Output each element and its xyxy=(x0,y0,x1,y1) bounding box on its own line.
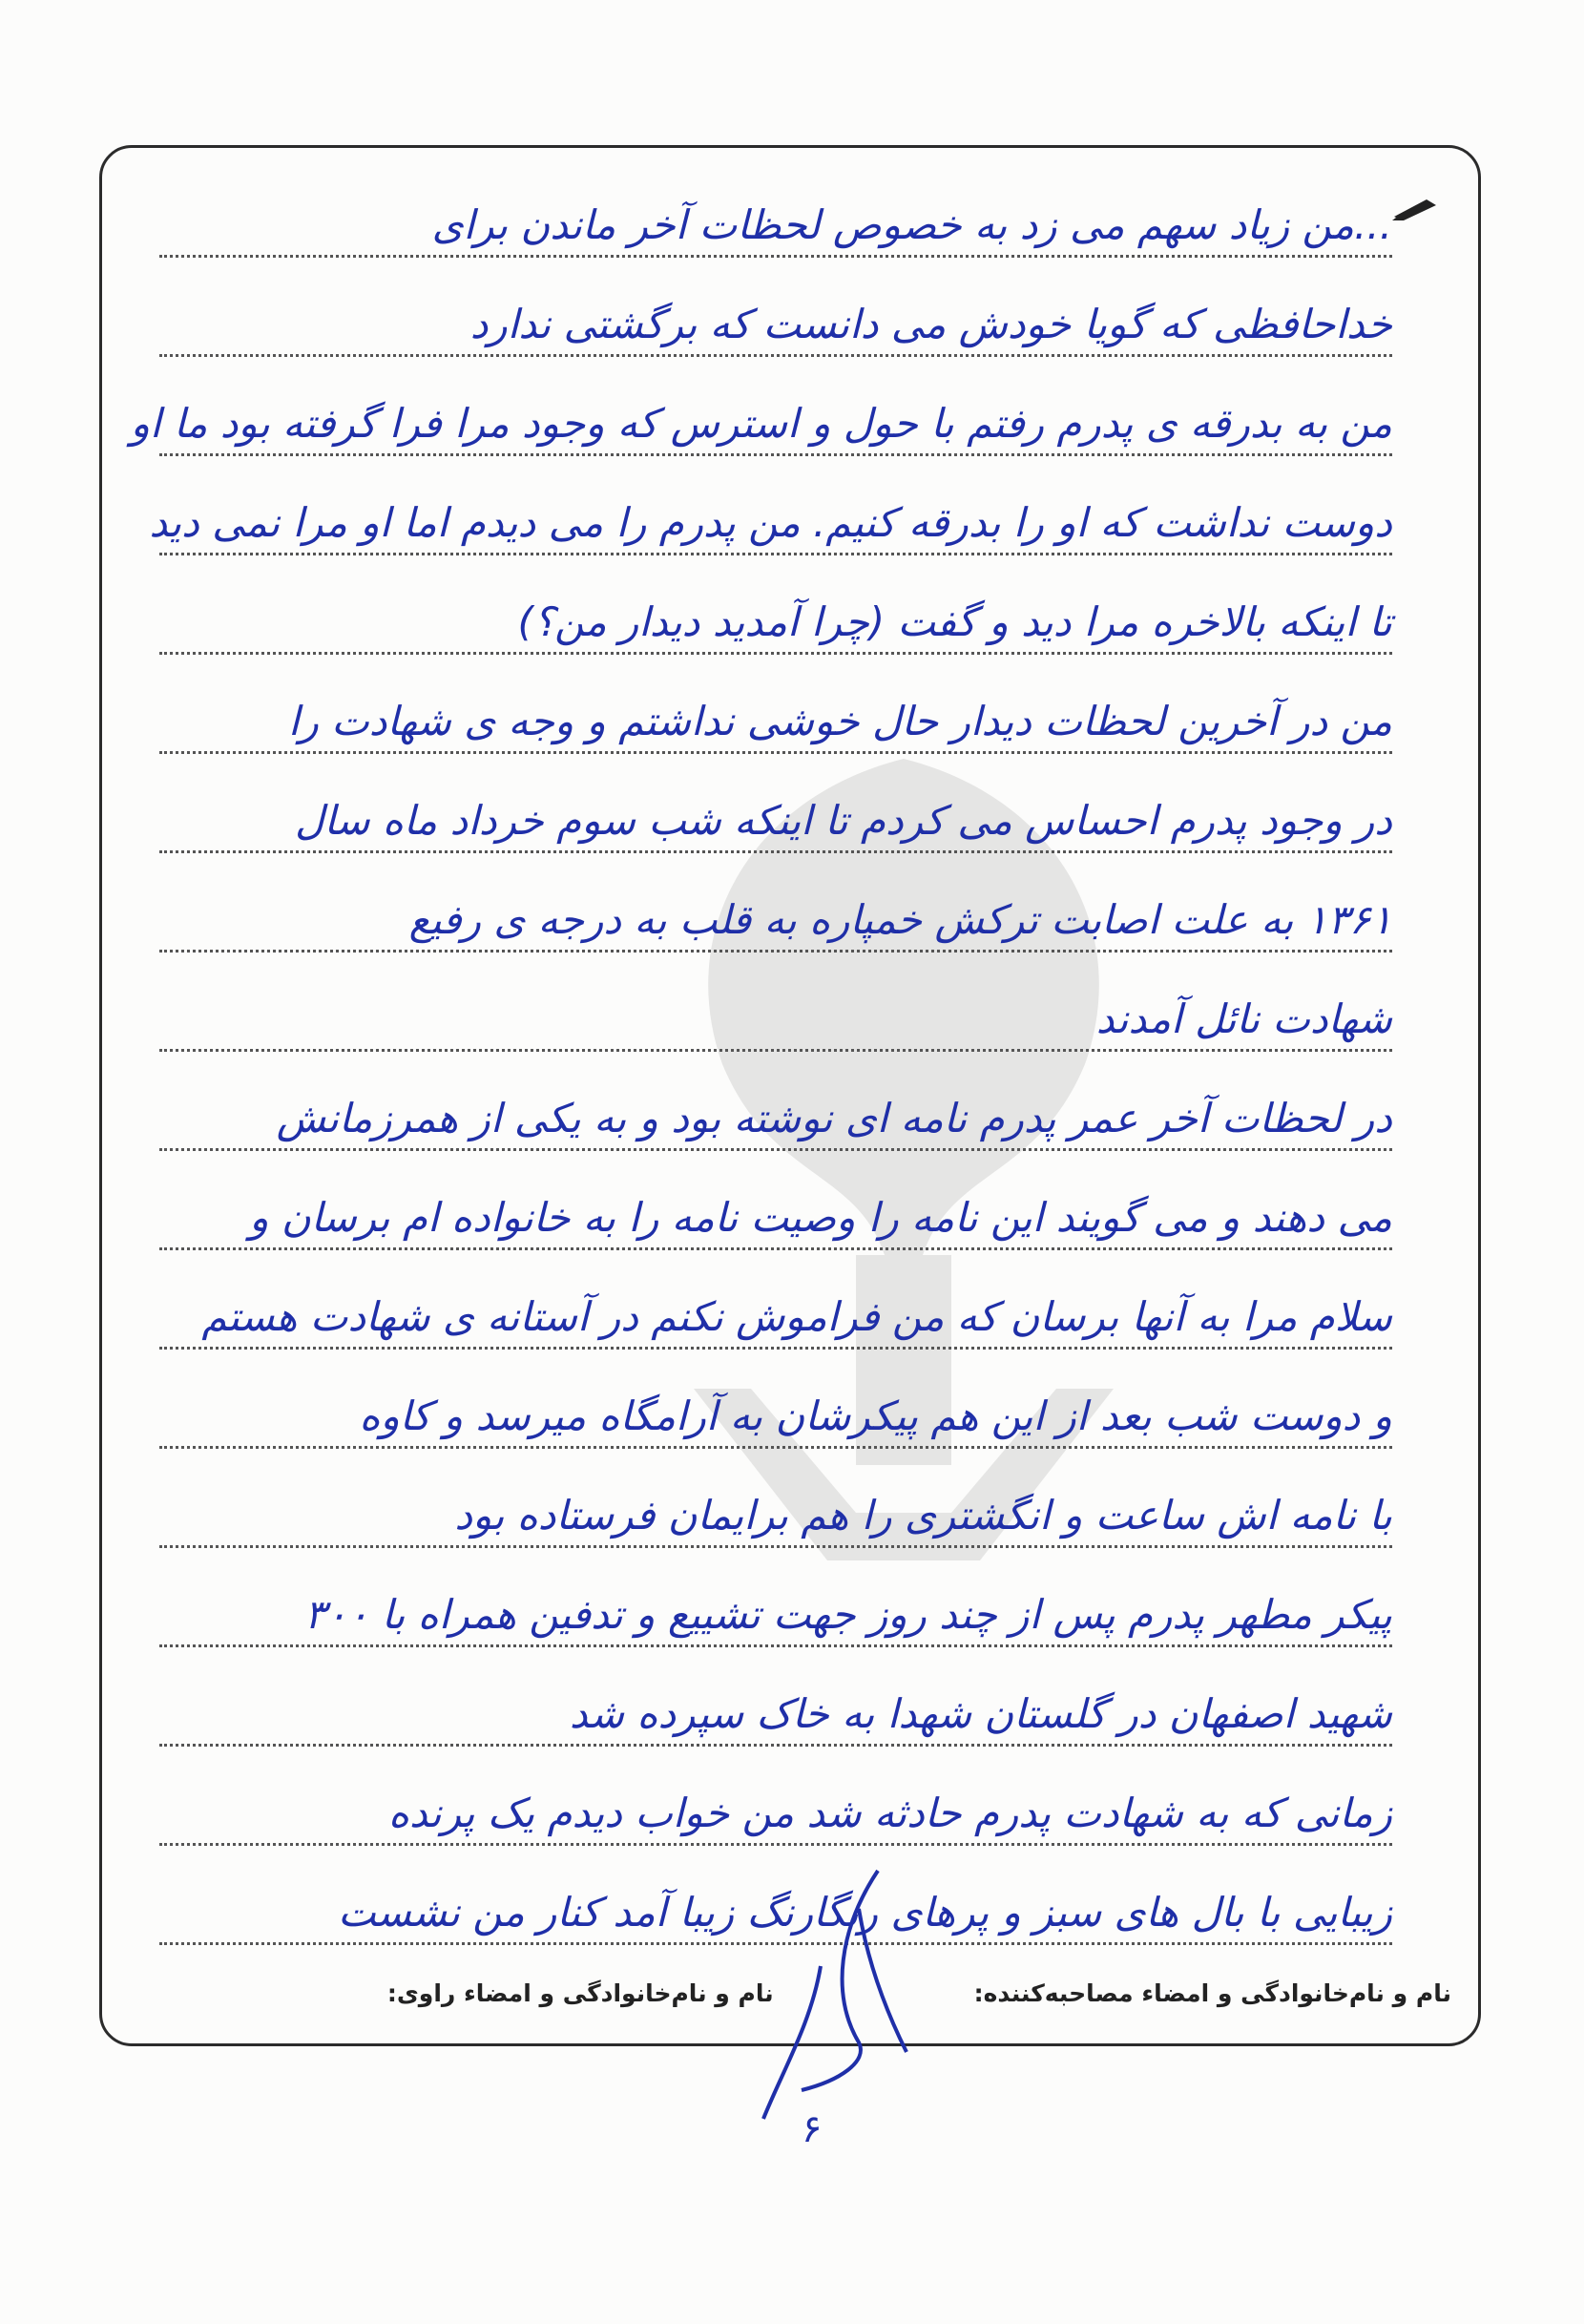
text-line: سلام مرا به آنها برسان که من فراموش نکنم در آستانه ی شهادت هستم xyxy=(159,1240,1392,1350)
text-line: من در آخرین لحظات دیدار حال خوشی نداشتم و وجه ی شهادت را xyxy=(159,644,1392,754)
text-line: خداحافظی که گویا خودش می دانست که برگشتی ندارد xyxy=(159,247,1392,357)
text-line: من به بدرقه ی پدرم رفتم با حول و استرس که وجود مرا فرا گرفته بود ما او xyxy=(159,346,1392,456)
text-line: و دوست شب بعد از این هم پیکرشان به آرامگاه میرسد و کاوه xyxy=(159,1339,1392,1449)
text-line: می دهند و می گویند این نامه را وصیت نامه را به خانواده ام برسان و xyxy=(159,1141,1392,1250)
page-number: ۶ xyxy=(802,2107,823,2151)
text-line: تا اینکه بالاخره مرا دید و گفت (چرا آمدید دیدار من؟) xyxy=(159,545,1392,655)
text-line: در لحظات آخر عمر پدرم نامه ای نوشته بود و به یکی از همرزمانش xyxy=(159,1041,1392,1151)
text-line: شهید اصفهان در گلستان شهدا به خاک سپرده شد xyxy=(159,1637,1392,1747)
form-frame xyxy=(99,145,1481,2046)
text-line: در وجود پدرم احساس می کردم تا اینکه شب سوم خرداد ماه سال xyxy=(159,743,1392,853)
text-line: زیبایی با بال های سبز و پرهای رنگارنگ زیبا آمد کنار من نشست xyxy=(159,1835,1392,1945)
text-line: شهادت نائل آمدند xyxy=(159,942,1392,1052)
text-line: ۱۳۶۱ به علت اصابت ترکش خمپاره به قلب به درجه ی رفیع xyxy=(159,843,1392,953)
narrator-signature-label: نام و نام‌خانوادگی و امضاء راوی: xyxy=(386,1979,774,2007)
interviewer-signature-label: نام و نام‌خانوادگی و امضاء مصاحبه‌کننده: xyxy=(973,1979,1451,2007)
text-line: پیکر مطهر پدرم پس از چند روز جهت تشییع و تدفین همراه با ۳۰۰ xyxy=(159,1538,1392,1647)
handwritten-text-area xyxy=(130,148,1392,2043)
pencil-icon xyxy=(1390,194,1440,222)
handwritten-signature xyxy=(725,1852,935,2138)
text-line: زمانی که به شهادت پدرم حادثه شد من خواب دیدم یک پرنده xyxy=(159,1736,1392,1846)
text-line: دوست نداشت که او را بدرقه کنیم. من پدرم را می دیدم اما او مرا نمی دید xyxy=(159,446,1392,555)
text-line: با نامه اش ساعت و انگشتری را هم برایمان فرستاده بود xyxy=(159,1438,1392,1548)
text-line: ...من زیاد سهم می زد به خصوص لحظات آخر ماندن برای xyxy=(159,148,1392,258)
